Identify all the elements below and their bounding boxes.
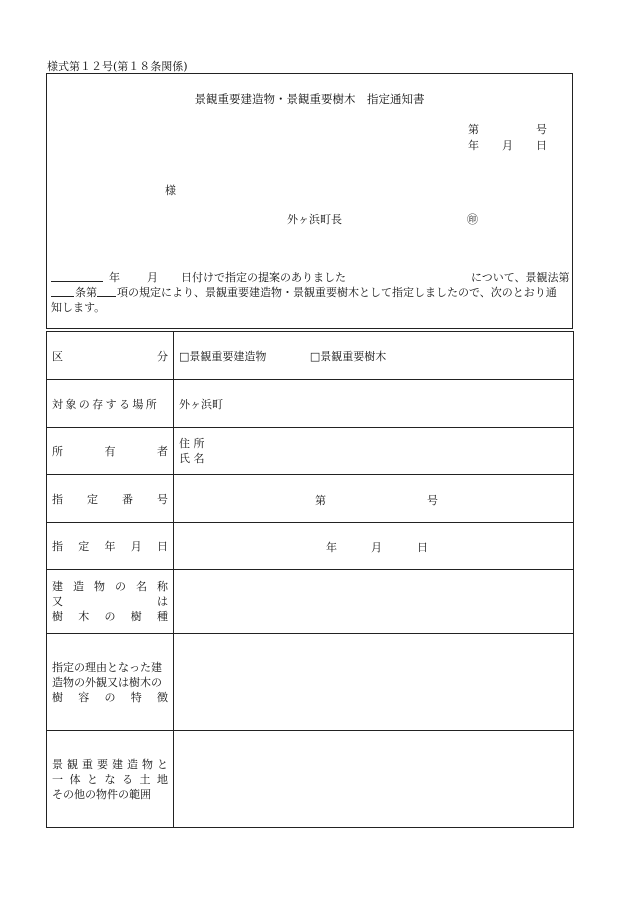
blank-underline	[97, 285, 116, 297]
designation-details-table	[46, 331, 574, 828]
kubun-options	[174, 332, 574, 380]
owner-fields	[174, 428, 574, 475]
table-row	[47, 731, 574, 828]
range-label: 景 観 重 要 建 造 物 と 一 体 と な る 土 地 その他の物件の範囲	[47, 731, 174, 828]
table-row	[47, 475, 574, 523]
owner-address-label: 住 所	[179, 437, 205, 450]
owner-name-label: 氏 名	[179, 452, 205, 465]
checkbox-tree[interactable]: □景観重要樹木	[309, 349, 387, 363]
table-row	[47, 380, 574, 428]
date-value: 年 月 日	[174, 523, 574, 570]
reason-value	[174, 634, 574, 731]
owner-label: 所 有 者	[47, 428, 174, 475]
body-jo: 条第	[75, 286, 97, 299]
document-title: 景観重要建造物・景観重要樹木 指定通知書	[194, 92, 425, 106]
name-label: 建 造 物 の 名 称 又 は 樹 木 の 樹 種	[47, 570, 174, 634]
reason-label: 指定の理由となった建 造物の外観又は樹木の 樹 容 の 特 徴	[47, 634, 174, 731]
date-day: 日	[536, 139, 547, 152]
table-row	[47, 428, 574, 475]
addressee-suffix: 様	[165, 184, 176, 197]
table-row	[47, 523, 574, 570]
table-row	[47, 570, 574, 634]
form-number-label: 様式第１２号(第１８条関係)	[47, 60, 188, 73]
body-year: 年	[109, 271, 120, 284]
range-value	[174, 731, 574, 828]
number-label: 指 定 番 号	[47, 475, 174, 523]
table-row	[47, 332, 574, 380]
body-text-l2: 項の規定により、景観重要建造物・景観重要樹木として指定しましたので、次のとおり通	[117, 286, 557, 299]
blank-underline	[51, 270, 103, 282]
date-month: 月	[502, 139, 513, 152]
kubun-label: 区 分	[47, 332, 174, 380]
number-value: 第 号	[174, 475, 574, 523]
body-text-l1: 日付けで指定の提案のありました	[181, 271, 346, 284]
issuer-name: 外ヶ浜町長	[287, 213, 342, 226]
body-text-l3: 知します。	[51, 301, 106, 314]
number-dai: 第	[468, 123, 479, 136]
checkbox-building[interactable]: □景観重要建造物	[179, 349, 267, 363]
date-label: 指 定 年 月 日	[47, 523, 174, 570]
location-value: 外ヶ浜町	[174, 380, 574, 428]
location-label: 対象の存する場所	[47, 380, 174, 428]
date-year: 年	[468, 139, 479, 152]
notice-section	[46, 73, 573, 329]
body-tail-l1: について、景観法第	[471, 271, 570, 284]
seal-mark: ㊞	[467, 213, 478, 226]
notice-body	[51, 270, 573, 315]
blank-underline	[51, 285, 74, 297]
name-value	[174, 570, 574, 634]
number-go: 号	[536, 123, 547, 136]
body-month: 月	[147, 271, 158, 284]
table-row	[47, 634, 574, 731]
